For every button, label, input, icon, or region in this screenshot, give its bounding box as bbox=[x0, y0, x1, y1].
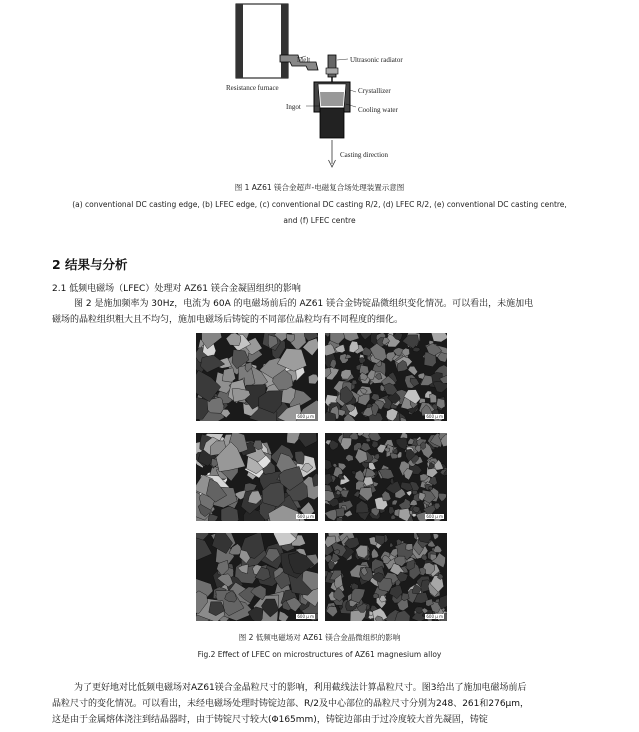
paragraph-1-line-1: 图 2 是施加频率为 30Hz，电流为 60A 的电磁场前后的 AZ61 镁合金铸锭晶微组织变化情况。可以看出，未施加电 bbox=[74, 299, 534, 309]
figure1-caption: 图 1 AZ61 镁合金超声-电磁复合场处理装置示意图 bbox=[234, 183, 405, 192]
scale-bar-label: 600 μ m bbox=[426, 614, 443, 619]
scale-bar-label: 600 μ m bbox=[297, 414, 314, 419]
label-cooling-water: Cooling water bbox=[358, 106, 398, 114]
casting-apparatus-diagram bbox=[220, 0, 420, 170]
scale-bar-label: 600 μ m bbox=[426, 514, 443, 519]
micrograph-a bbox=[196, 333, 318, 421]
label-melt: Melt bbox=[297, 56, 311, 64]
micrograph-c bbox=[196, 433, 318, 521]
label-ultrasonic-radiator: Ultrasonic radiator bbox=[350, 56, 403, 64]
paragraph-2 bbox=[52, 680, 592, 728]
label-crystallizer: Crystallizer bbox=[358, 87, 391, 95]
paragraph-2-line-2: 晶粒尺寸的变化情况。可以看出，未经电磁场处理时铸锭边部、R/2及中心部位的晶粒尺寸分别为248、261和276μm， bbox=[52, 699, 530, 709]
paragraph-2-line-3: 这是由于金属熔体浇注到结晶器时，由于铸锭尺寸较大(Φ165mm)，铸锭边部由于过冷度较大首先凝固，铸锭 bbox=[52, 715, 488, 725]
label-ingot: Ingot bbox=[286, 103, 301, 111]
label-casting-direction: Casting direction bbox=[340, 151, 389, 159]
figure1-subcaption-line1: (a) conventional DC casting edge, (b) LFEC edge, (c) conventional DC casting R/2, (d) LFEC R/2, (e) conventional DC casting centre, bbox=[72, 200, 567, 209]
micrograph-e bbox=[196, 533, 318, 621]
paragraph-2-line-1: 为了更好地对比低频电磁场对AZ61镁合金晶粒尺寸的影响，利用截线法计算晶粒尺寸。图3给出了施加电磁场前后 bbox=[74, 683, 527, 693]
micrograph-b bbox=[325, 333, 447, 421]
ingot bbox=[320, 108, 344, 138]
label-resistance-furnace: Resistance furnace bbox=[226, 84, 279, 92]
micrograph-d bbox=[325, 433, 447, 521]
furnace-wall bbox=[236, 4, 288, 78]
scale-bar-label: 600 μ m bbox=[297, 614, 314, 619]
paragraph-1 bbox=[52, 296, 592, 328]
paragraph-1-line-2: 磁场的晶粒组织粗大且不均匀，施加电磁场后铸锭的不同部位晶粒均有不同程度的细化。 bbox=[52, 315, 404, 325]
figure1-subcaption-line2: and (f) LFEC centre bbox=[283, 216, 356, 225]
section-heading: 2 结果与分析 bbox=[52, 257, 128, 272]
figure2-caption: 图 2 低频电磁场对 AZ61 镁合金晶微组织的影响 bbox=[238, 633, 401, 642]
scale-bar-label: 600 μ m bbox=[297, 514, 314, 519]
figure2-caption-en: Fig.2 Effect of LFEC on microstructures of AZ61 magnesium alloy bbox=[197, 650, 442, 659]
scale-bar-label: 600 μ m bbox=[426, 414, 443, 419]
micrograph-f bbox=[325, 533, 447, 621]
subsection-heading: 2.1 低频电磁场（LFEC）处理对 AZ61 镁合金凝固组织的影响 bbox=[52, 284, 301, 294]
